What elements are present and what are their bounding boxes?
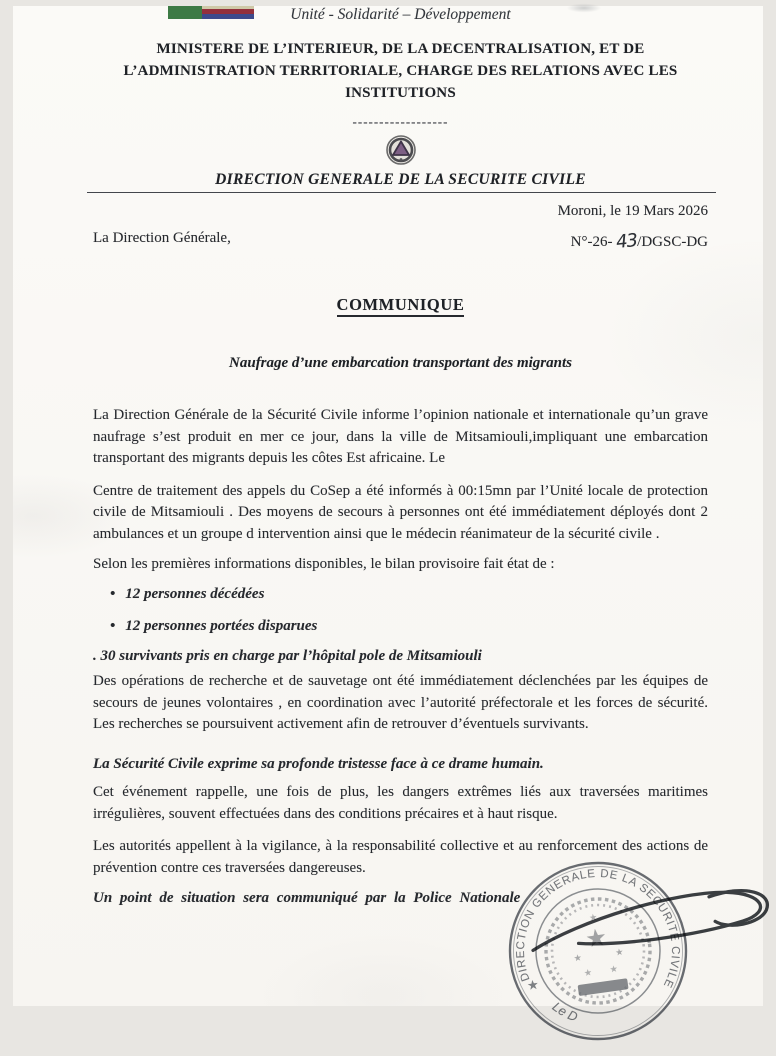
- stamp-bottom-text: Le D: [549, 998, 580, 1025]
- scanned-communique-page: [13, 6, 763, 1025]
- title-rule: [87, 192, 716, 193]
- place-date: Moroni, le 19 Mars 2026: [557, 203, 708, 219]
- civil-protection-emblem-icon: [93, 134, 708, 166]
- flag-stripes: [202, 6, 254, 19]
- body-paragraph-1: La Direction Générale de la Sécurité Civile informe l’opinion nationale et internationale qu’un grave naufrage s’est produit en mer ce jour, dans la ville de Mitsamiouli,impliquant une embarcation transportant des migrants depuis les côtes Est africaine. Le: [93, 407, 708, 466]
- svg-text:★: ★: [614, 946, 625, 958]
- ministry-header: [93, 38, 708, 104]
- survivors-line: . 30 survivants pris en charge par l’hôpital pole de Mitsamiouli: [93, 647, 482, 664]
- reference-number: N°-26- 43/DGSC-DG: [570, 229, 708, 254]
- body-paragraph-4: Des opérations de recherche et de sauvetage ont été immédiatement déclenchées par les équipes de secours de jeunes volontaires , en coordination avec l’autorité préfectorale et les forces de sécurité. Les recherches se poursuivent activement afin de retrouver d’éventuels survivants.: [93, 673, 708, 732]
- condolence-line: La Sécurité Civile exprime sa profonde tristesse face à ce drame humain.: [93, 755, 544, 772]
- subject-title: Naufrage d’une embarcation transportant des migrants: [229, 355, 572, 371]
- casualty-bullet-list: [93, 584, 708, 638]
- stamp-ring-text: DIRECTION GENERALE DE LA SECURITE CIVILE: [514, 867, 682, 990]
- sender-line: La Direction Générale,: [93, 230, 231, 246]
- body-paragraph-7: Les autorités appellent à la vigilance, à la responsabilité collective et au renforcement des actions de prévention contre ces traversées dangereuses.: [93, 838, 708, 876]
- stamp-star: ★: [526, 976, 540, 994]
- closing-line: Un point de situation sera communiqué par la Police Nationale: [93, 890, 521, 906]
- meta-row: [93, 229, 708, 254]
- flag-green-triangle: [168, 6, 202, 19]
- doc-type-heading: COMMUNIQUE: [93, 295, 708, 315]
- svg-text:★: ★: [573, 952, 583, 964]
- bullet-item-missing: • 12 personnes portées disparues: [110, 616, 708, 638]
- ministry-line: INSTITUTIONS: [345, 85, 456, 101]
- national-motto: Unité - Solidarité – Développement: [290, 6, 511, 23]
- handwritten-number: 43: [615, 229, 639, 254]
- svg-text:★: ★: [583, 967, 593, 979]
- bullet-item-deceased: • 12 personnes décédées: [110, 584, 708, 606]
- ministry-line: L’ADMINISTRATION TERRITORIALE, CHARGE DES RELATIONS AVEC LES: [123, 63, 678, 79]
- comoros-flag-icon: [168, 6, 254, 19]
- svg-text:★: ★: [588, 911, 598, 923]
- svg-text:★: ★: [583, 923, 609, 954]
- faded-emblem-fragment-icon: [561, 2, 607, 14]
- body-paragraph-2: Centre de traitement des appels du CoSep a été informés à 00:15mn par l’Unité locale de protection civile de Mitsamiouli . Des moyens de secours à personnes ont été immédiatement déployés dont 2 ambulances et un groupe d intervention ainsi que le médecin réanimateur de la sécurité civile .: [93, 482, 708, 542]
- body-paragraph-3: Selon les premières informations disponibles, le bilan provisoire fait état de :: [93, 556, 555, 572]
- direction-title: DIRECTION GENERALE DE LA SECURITE CIVILE: [215, 171, 586, 188]
- dashed-separator: ------------------: [352, 114, 449, 129]
- body-paragraph-6: Cet événement rappelle, une fois de plus, les dangers extrêmes liés aux traversées maritimes irrégulières, souvent effectuées dans des conditions précaires et à haut risque.: [93, 784, 708, 822]
- svg-text:★: ★: [608, 963, 619, 975]
- ministry-line: MINISTERE DE L’INTERIEUR, DE LA DECENTRALISATION, ET DE: [156, 41, 645, 57]
